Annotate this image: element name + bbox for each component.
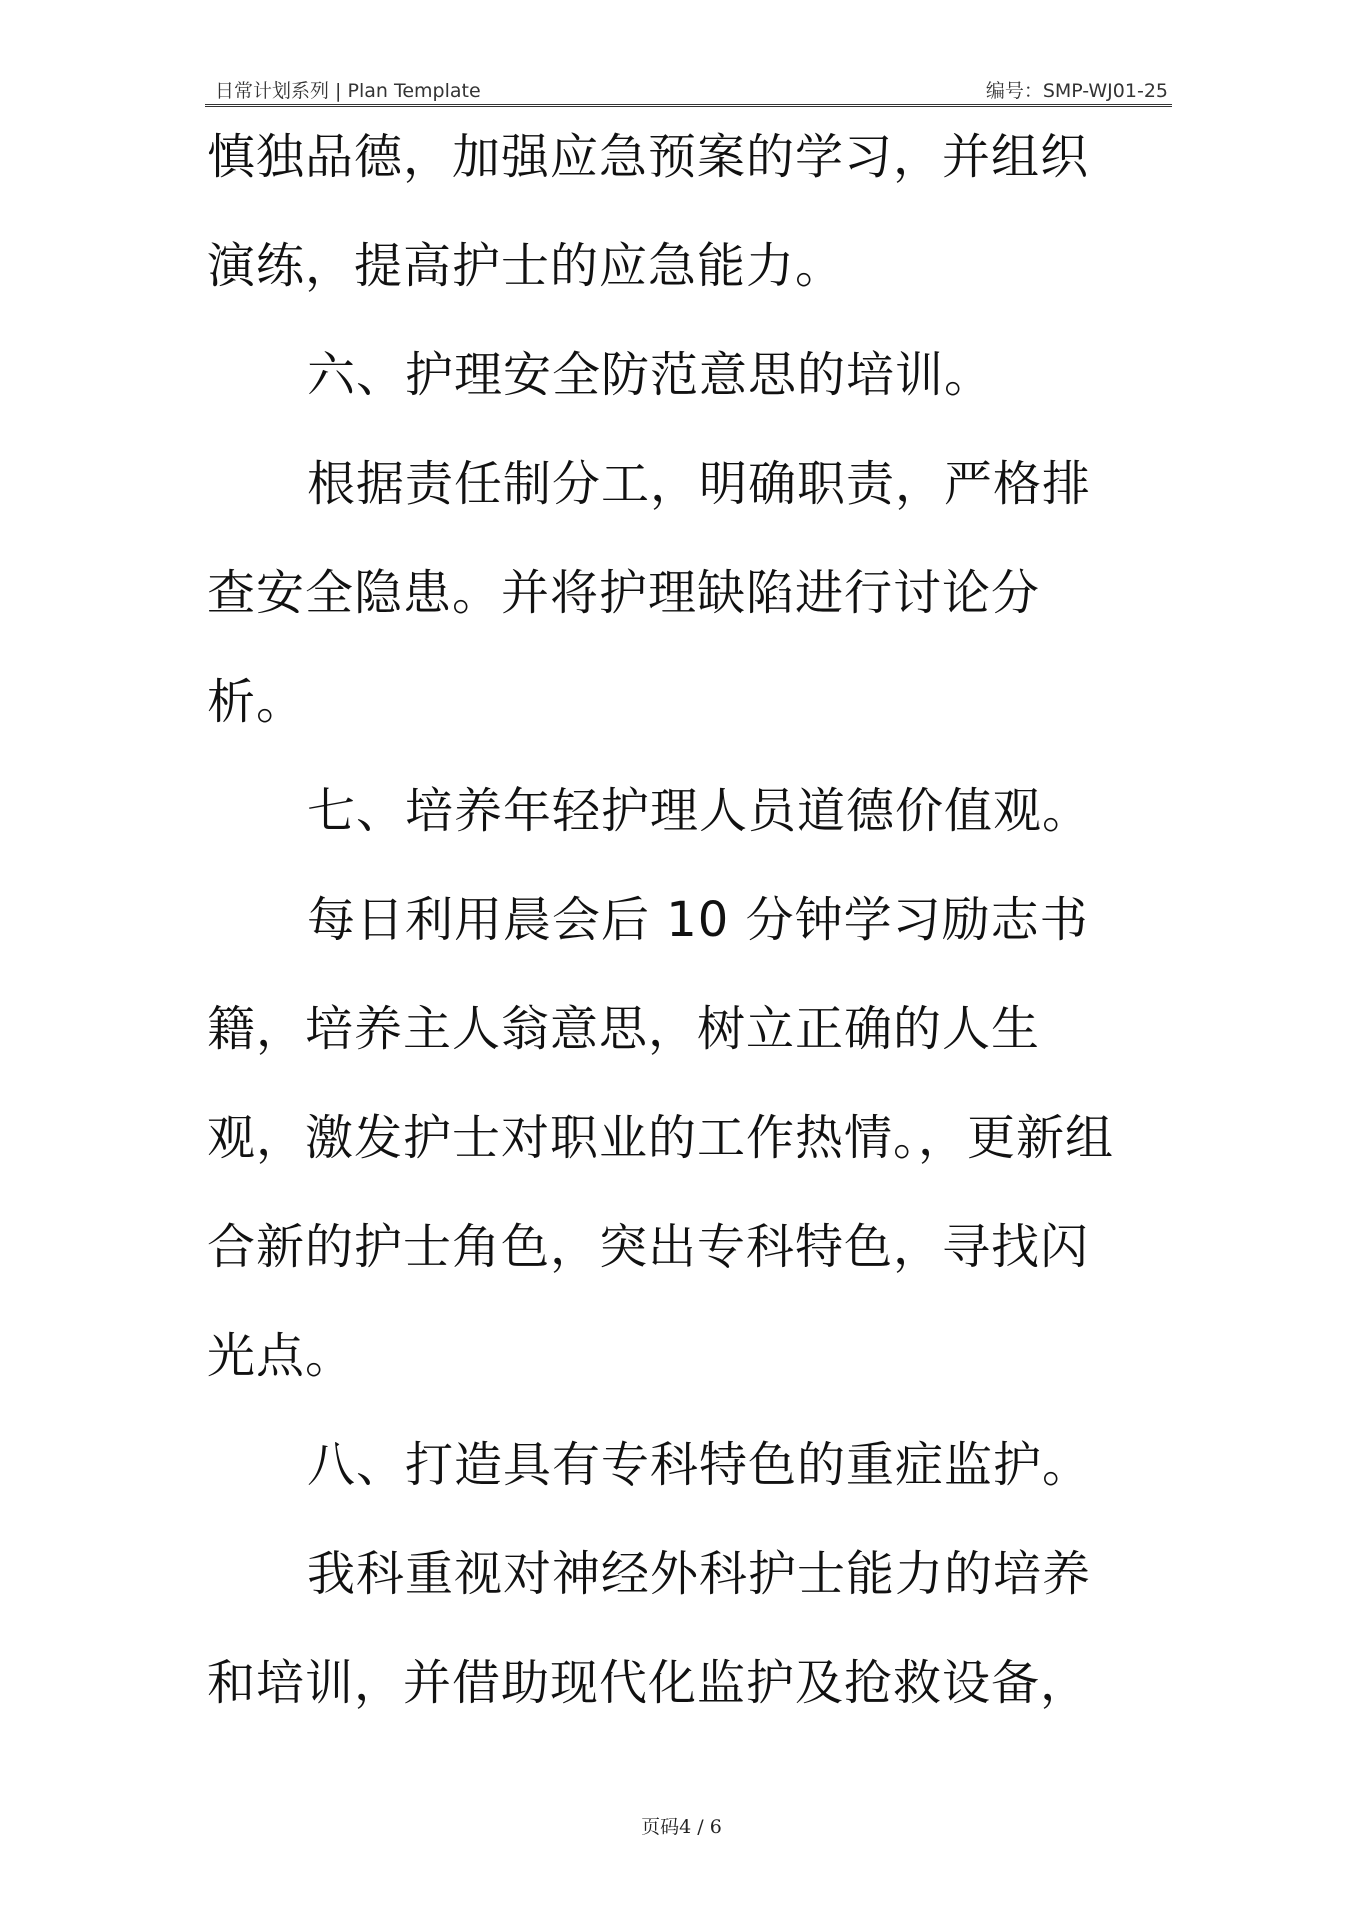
body-line: 查安全隐患。并将护理缺陷进行讨论分	[207, 565, 1041, 621]
body-line: 和培训，并借助现代化监护及抢救设备，	[207, 1655, 1090, 1711]
body-line: 演练，提高护士的应急能力。	[207, 238, 845, 294]
section-heading: 八、打造具有专科特色的重症监护。	[307, 1437, 1092, 1493]
section-heading: 六、护理安全防范意思的培训。	[307, 347, 994, 403]
body-line: 籍，培养主人翁意思，树立正确的人生	[207, 1001, 1041, 1057]
header-document-number: 编号：SMP-WJ01-25	[985, 80, 1168, 102]
section-heading: 七、培养年轻护理人员道德价值观。	[307, 783, 1092, 839]
body-line: 光点。	[207, 1328, 355, 1384]
body-line: 析。	[207, 674, 306, 730]
body-line: 我科重视对神经外科护士能力的培养	[307, 1546, 1092, 1602]
body-line: 每日利用晨会后 10 分钟学习励志书	[307, 892, 1089, 948]
body-line: 根据责任制分工，明确职责，严格排	[307, 456, 1092, 512]
page-header	[205, 78, 1172, 104]
header-divider	[205, 104, 1172, 107]
header-series-title: 日常计划系列 | Plan Template	[215, 80, 481, 102]
body-line: 慎独品德，加强应急预案的学习，并组织	[207, 129, 1090, 185]
page-number: 页码4 / 6	[641, 1816, 722, 1838]
body-line: 合新的护士角色，突出专科特色，寻找闪	[207, 1219, 1090, 1275]
body-line: 观，激发护士对职业的工作热情。，更新组	[207, 1110, 1115, 1166]
